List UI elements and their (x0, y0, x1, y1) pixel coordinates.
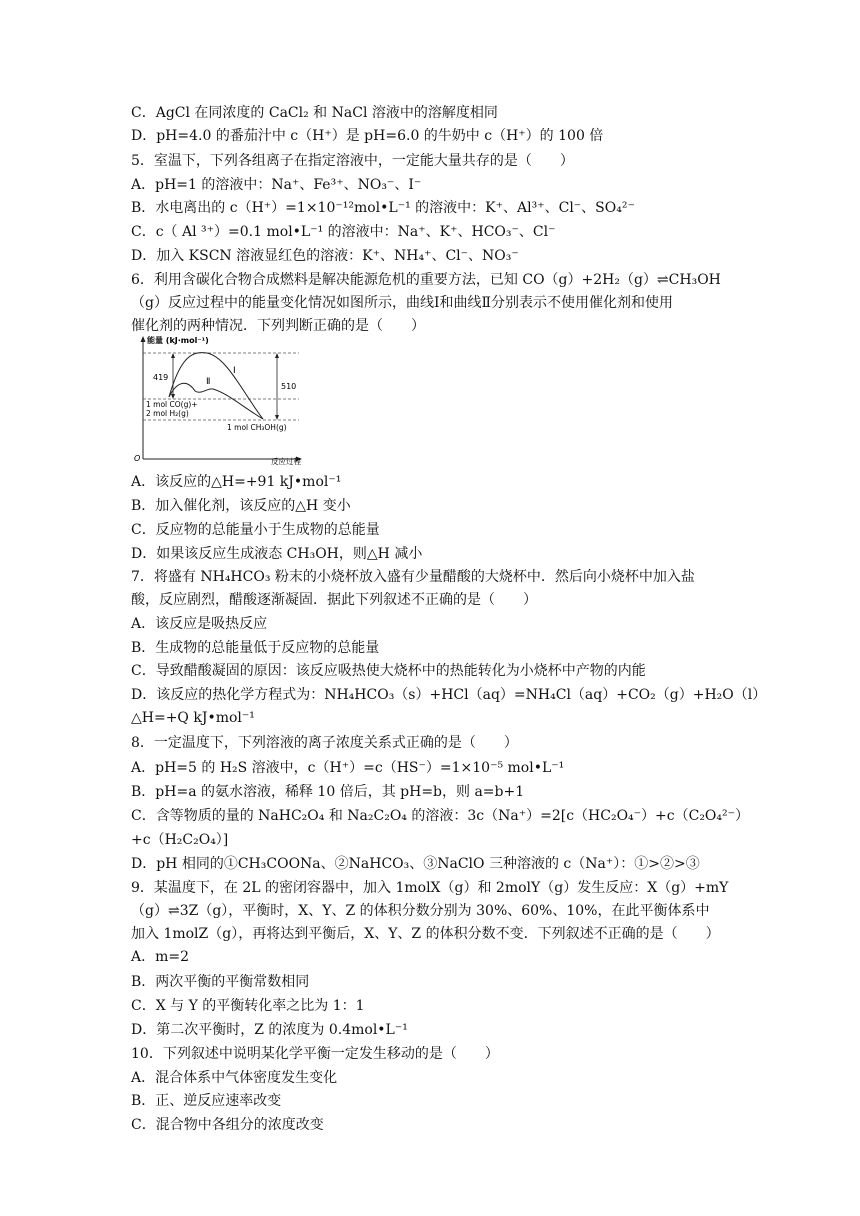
text-line: A．m=2 (131, 949, 190, 965)
curve-2-label: Ⅱ (206, 377, 211, 387)
text-line: C．X 与 Y 的平衡转化率之比为 1：1 (131, 998, 365, 1014)
text-line: +c（H₂C₂O₄）] (131, 832, 229, 848)
energy-diagram (131, 333, 305, 465)
text-line: B．加入催化剂，该反应的△H 变小 (131, 498, 351, 514)
text-line: A．pH=1 的溶液中：Na⁺、Fe³⁺、NO₃⁻、I⁻ (131, 177, 422, 193)
text-line: B．生成物的总能量低于反应物的总能量 (131, 640, 380, 656)
text-line: 6．利用含碳化合物合成燃料是解决能源危机的重要方法，已知 CO（g）+2H₂（g）⇌CH₃OH (131, 272, 721, 288)
text-line: 催化剂的两种情况．下列判断正确的是（ ） (131, 318, 425, 334)
text-line: D．pH 相同的①CH₃COONa、②NaHCO₃、③NaClO 三种溶液的 c（Na⁺）：①>②>③ (131, 856, 700, 872)
curve-1-label: Ⅰ (233, 366, 236, 376)
value-419-label: 419 (153, 373, 169, 382)
text-line: A．混合体系中气体密度发生变化 (131, 1070, 338, 1086)
text-line: 7．将盛有 NH₄HCO₃ 粉末的小烧杯放入盛有少量醋酸的大烧杯中．然后向小烧杯中加入盐 (131, 569, 695, 585)
text-line: C．含等物质的量的 NaHC₂O₄ 和 Na₂C₂O₄ 的溶液：3c（Na⁺）=2[c（HC₂O₄⁻）+c（C₂O₄²⁻） (131, 808, 750, 824)
reactant-label-1: 1 mol CO(g)+ (146, 400, 198, 409)
text-line: D．第二次平衡时，Z 的浓度为 0.4mol•L⁻¹ (131, 1022, 408, 1038)
text-line: △H=+Q kJ•mol⁻¹ (131, 710, 255, 726)
origin-label: O (134, 454, 141, 463)
text-line: B．两次平衡的平衡常数相同 (131, 974, 310, 990)
text-line: B．pH=a 的氨水溶液，稀释 10 倍后，其 pH=b，则 a=b+1 (131, 784, 525, 800)
text-line: （g）⇌3Z（g），平衡时，X、Y、Z 的体积分数分别为 30%、60%、10%，在此平衡体系中 (131, 903, 710, 919)
text-line: C．AgCl 在同浓度的 CaCl₂ 和 NaCl 溶液中的溶解度相同 (131, 105, 498, 121)
text-line: A．该反应是吸热反应 (131, 616, 268, 632)
text-line: D．该反应的热化学方程式为：NH₄HCO₃（s）+HCl（aq）=NH₄Cl（aq）+CO₂（g）+H₂O（l） (131, 687, 767, 703)
text-line: A．pH=5 的 H₂S 溶液中，c（H⁺）=c（HS⁻）=1×10⁻⁵ mol•L⁻¹ (131, 760, 565, 776)
text-line: C．导致醋酸凝固的原因：该反应吸热使大烧杯中的热能转化为小烧杯中产物的内能 (131, 663, 646, 679)
text-line: C．反应物的总能量小于生成物的总能量 (131, 522, 380, 538)
text-line: D．加入 KSCN 溶液显红色的溶液：K⁺、NH₄⁺、Cl⁻、NO₃⁻ (131, 248, 519, 264)
text-line: C．c（ Al ³⁺）=0.1 mol•L⁻¹ 的溶液中：Na⁺、K⁺、HCO₃⁻、Cl⁻ (131, 224, 556, 240)
text-line: 5．室温下，下列各组离子在指定溶液中，一定能大量共存的是（ ） (131, 153, 574, 169)
text-line: D．pH=4.0 的番茄汁中 c（H⁺）是 pH=6.0 的牛奶中 c（H⁺）的 100 倍 (131, 128, 604, 144)
reactant-label-2: 2 mol H₂(g) (146, 409, 189, 418)
text-line: 9．某温度下，在 2L 的密闭容器中，加入 1molX（g）和 2molY（g）发生反应：X（g）+mY (131, 880, 729, 896)
y-axis-label: 能量 (kJ·mol⁻¹) (147, 336, 209, 345)
text-line: 10．下列叙述中说明某化学平衡一定发生移动的是（ ） (131, 1046, 499, 1062)
product-label: 1 mol CH₃OH(g) (227, 423, 287, 432)
x-axis-label: 反应过程 (271, 457, 301, 465)
text-line: C．混合物中各组分的浓度改变 (131, 1117, 324, 1133)
text-line: 8．一定温度下，下列溶液的离子浓度关系式正确的是（ ） (131, 735, 518, 751)
text-line: B．水电离出的 c（H⁺）=1×10⁻¹²mol•L⁻¹ 的溶液中：K⁺、Al³⁺、Cl⁻、SO₄²⁻ (131, 200, 635, 216)
text-line: A．该反应的△H=+91 kJ•mol⁻¹ (131, 474, 342, 490)
text-line: B．正、逆反应速率改变 (131, 1093, 282, 1109)
text-line: 酸，反应剧烈，醋酸逐渐凝固．据此下列叙述不正确的是（ ） (131, 592, 537, 608)
value-510-label: 510 (281, 382, 297, 391)
y-axis-arrow (141, 336, 146, 342)
text-line: D．如果该反应生成液态 CH₃OH，则△H 减小 (131, 546, 423, 562)
text-line: （g）反应过程中的能量变化情况如图所示，曲线Ⅰ和曲线Ⅱ分别表示不使用催化剂和使用 (131, 295, 674, 311)
text-line: 加入 1molZ（g），再将达到平衡后，X、Y、Z 的体积分数不变．下列叙述不正确的是（ ） (131, 926, 720, 942)
